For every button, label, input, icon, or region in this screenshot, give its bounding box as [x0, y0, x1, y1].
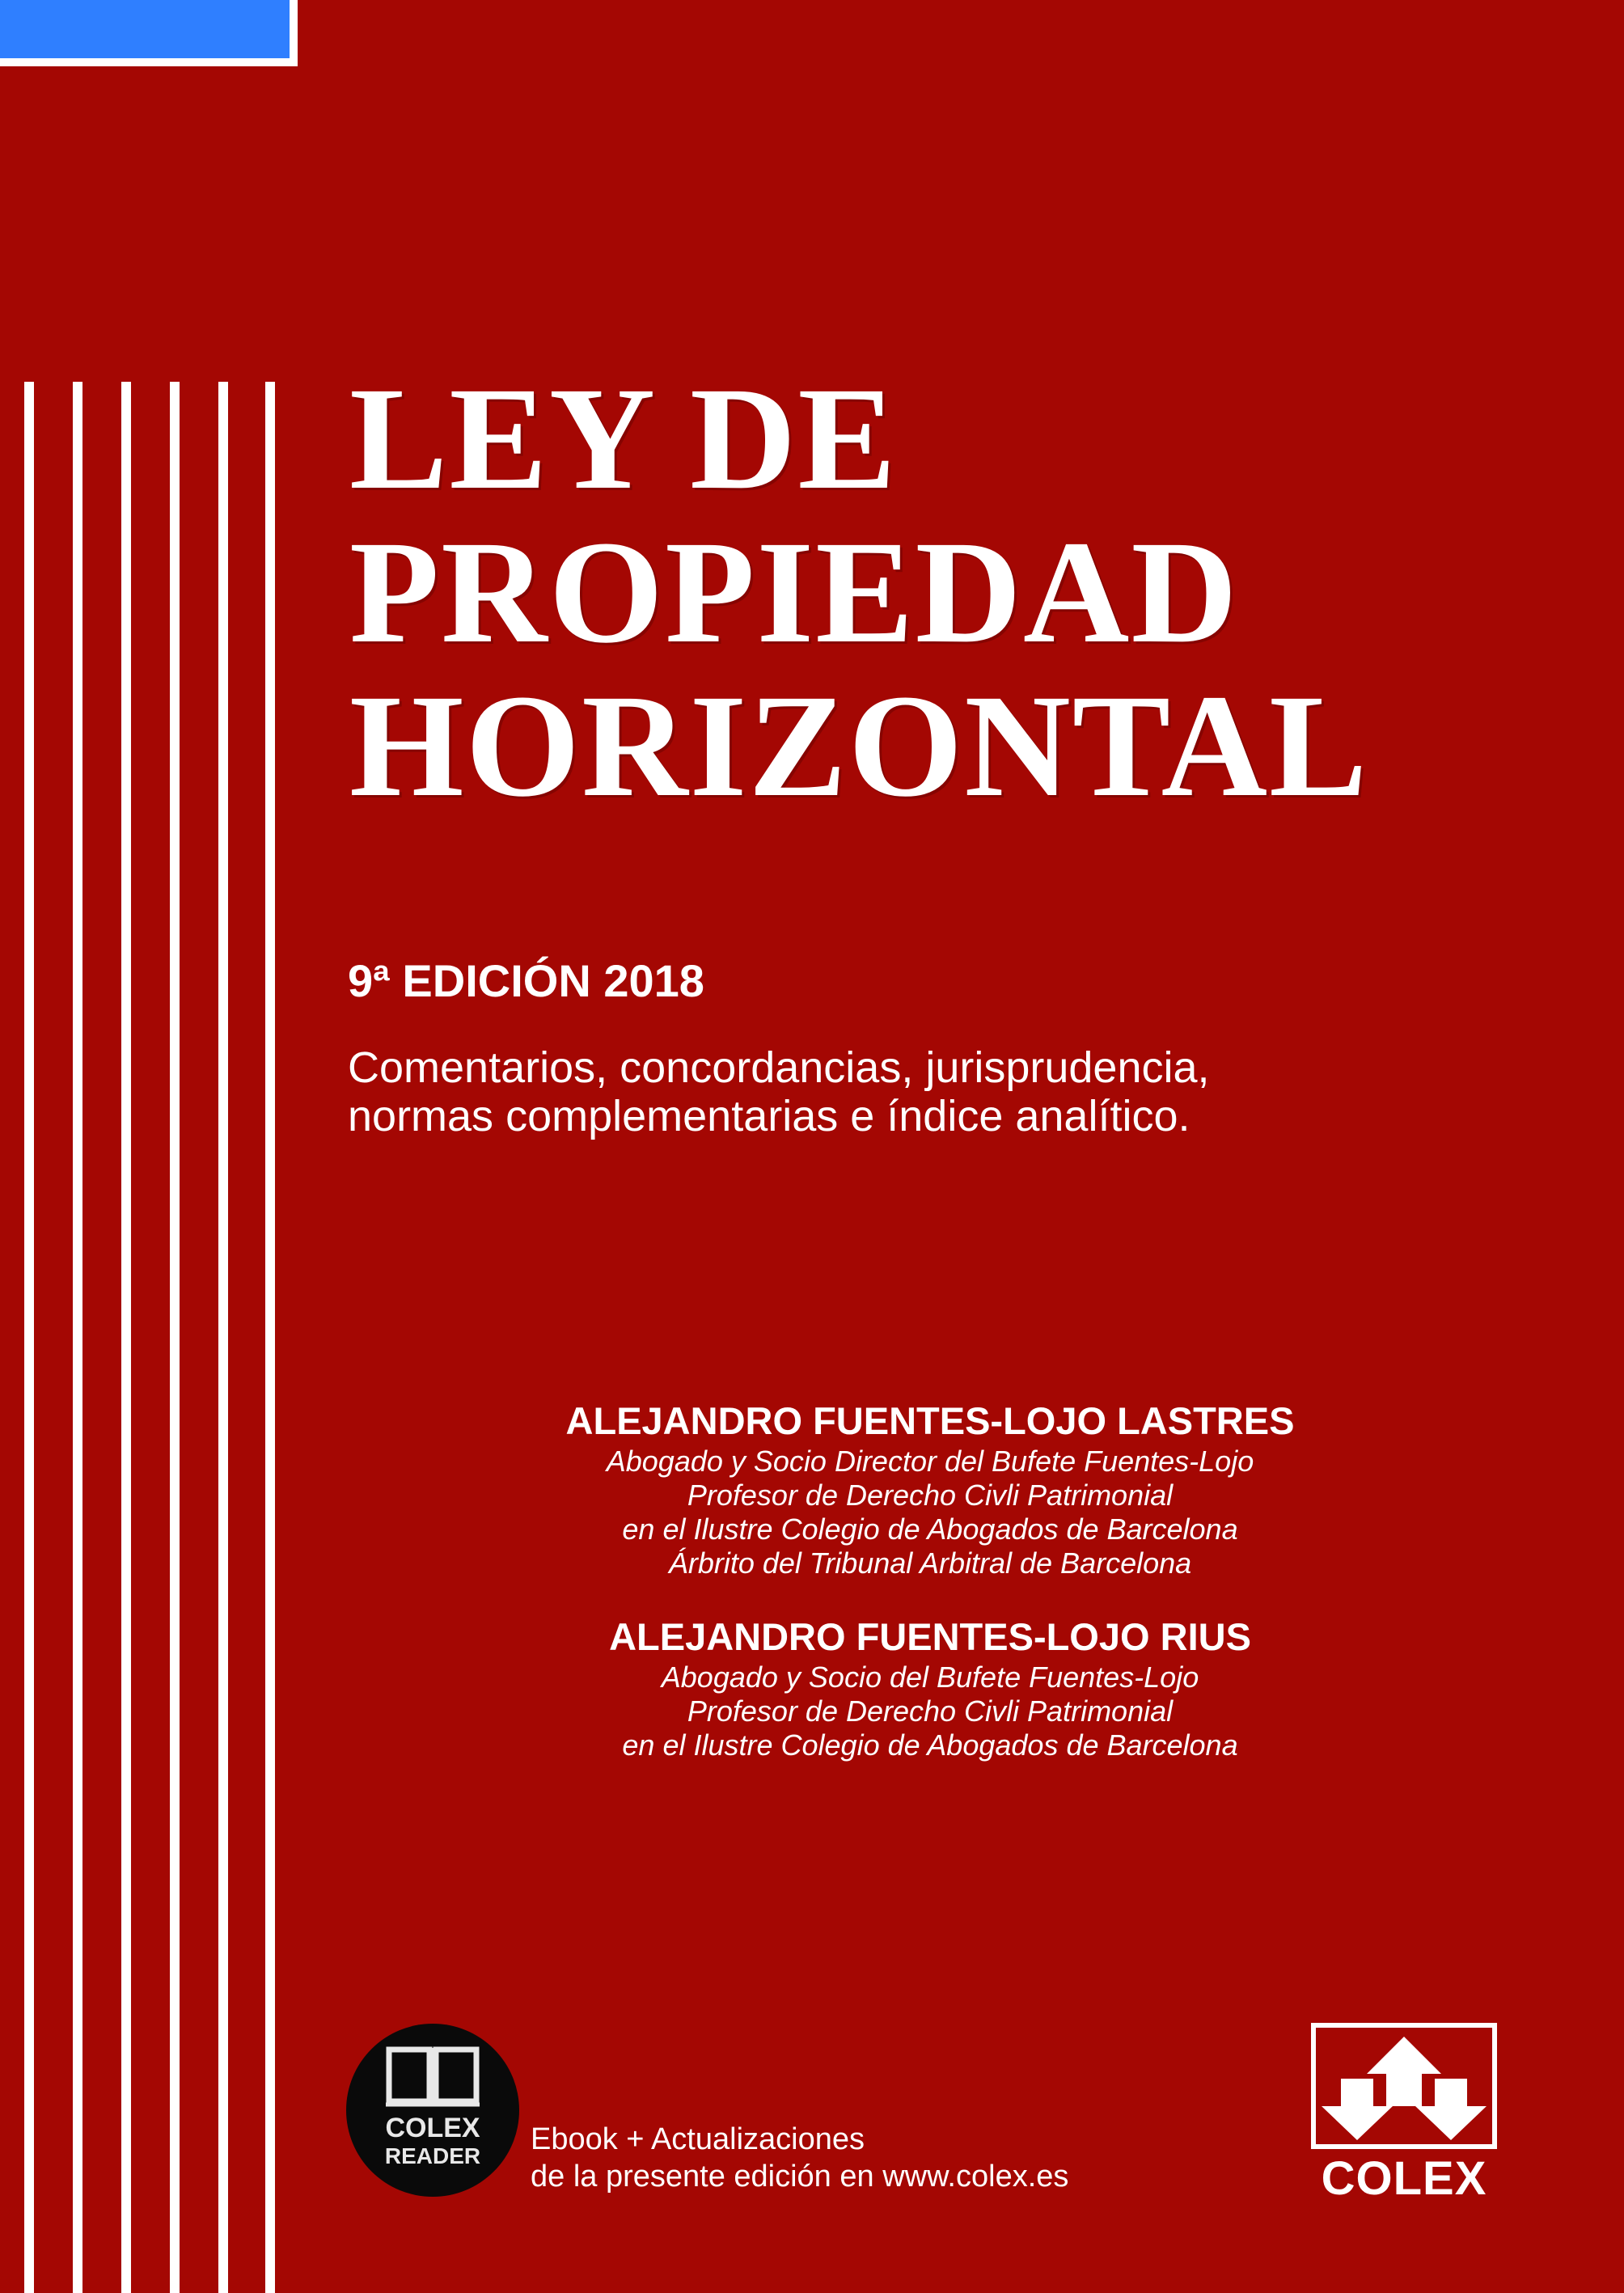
title-line: LEY DE — [349, 357, 898, 520]
colex-reader-badge — [346, 2024, 519, 2197]
author-role: en el Ilustre Colegio de Abogados de Barcelona — [622, 1512, 1238, 1546]
author-name: ALEJANDRO FUENTES-LOJO LASTRES — [565, 1399, 1295, 1442]
author-role: Abogado y Socio Director del Bufete Fuentes-Lojo — [606, 1445, 1254, 1478]
ebook-line-1: Ebook + Actualizaciones — [531, 2122, 865, 2156]
author-role: Abogado y Socio del Bufete Fuentes-Lojo — [661, 1661, 1199, 1694]
corner-tab — [0, 0, 298, 66]
open-book-icon — [384, 2045, 481, 2108]
book-title — [349, 357, 1369, 827]
title-line: PROPIEDAD — [349, 511, 1239, 674]
ebook-note — [531, 2121, 1068, 2195]
subtitle-line: normas complementarias e índice analítico. — [348, 1092, 1191, 1140]
author-role: en el Ilustre Colegio de Abogados de Barcelona — [622, 1728, 1238, 1762]
title-line: HORIZONTAL — [349, 665, 1369, 827]
author-role: Árbrito del Tribunal Arbitral de Barcelona — [668, 1546, 1192, 1580]
publisher-name: COLEX — [1321, 2152, 1487, 2205]
badge-line-2: READER — [384, 2143, 481, 2168]
ebook-line-2: de la presente edición en www.colex.es — [531, 2160, 1069, 2194]
author-role: Profesor de Derecho Civli Patrimonial — [687, 1694, 1174, 1728]
subtitle-line: Comentarios, concordancias, jurisprudencia, — [348, 1043, 1210, 1092]
edition-label: 9ª EDICIÓN 2018 — [348, 955, 704, 1006]
author-1 — [453, 1398, 1407, 1580]
author-name: ALEJANDRO FUENTES-LOJO RIUS — [609, 1615, 1251, 1658]
subtitle — [348, 1043, 1210, 1140]
author-2 — [453, 1614, 1407, 1762]
badge-line-1: COLEX — [385, 2113, 480, 2143]
author-role: Profesor de Derecho Civli Patrimonial — [687, 1479, 1174, 1512]
